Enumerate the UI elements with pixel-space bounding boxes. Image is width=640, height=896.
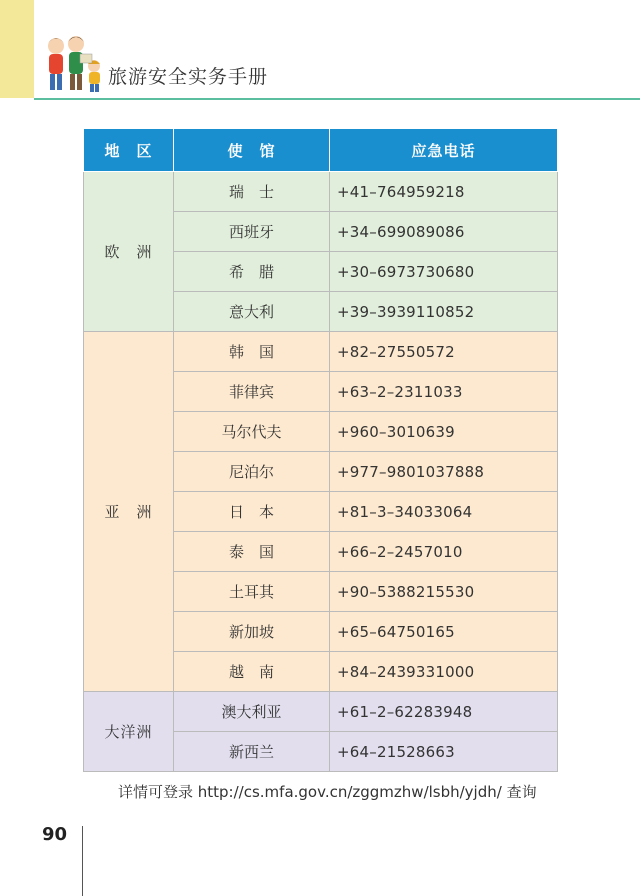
country-cell: 韩 国 bbox=[174, 332, 330, 372]
country-cell: 泰 国 bbox=[174, 532, 330, 572]
region-cell-oceania: 大洋洲 bbox=[84, 692, 174, 772]
col-header-phone: 应急电话 bbox=[330, 129, 558, 172]
country-cell: 新西兰 bbox=[174, 732, 330, 772]
phone-cell: +977–9801037888 bbox=[330, 452, 558, 492]
country-cell: 马尔代夫 bbox=[174, 412, 330, 452]
phone-cell: +65–64750165 bbox=[330, 612, 558, 652]
phone-cell: +82–27550572 bbox=[330, 332, 558, 372]
country-cell: 越 南 bbox=[174, 652, 330, 692]
col-header-region: 地 区 bbox=[84, 129, 174, 172]
embassy-phone-table bbox=[83, 128, 558, 772]
phone-cell: +34–699089086 bbox=[330, 212, 558, 252]
col-header-embassy: 使 馆 bbox=[174, 129, 330, 172]
table-row bbox=[84, 172, 558, 212]
phone-cell: +84–2439331000 bbox=[330, 652, 558, 692]
phone-cell: +39–3939110852 bbox=[330, 292, 558, 332]
country-cell: 意大利 bbox=[174, 292, 330, 332]
phone-cell: +66–2–2457010 bbox=[330, 532, 558, 572]
phone-cell: +41–764959218 bbox=[330, 172, 558, 212]
header-divider bbox=[34, 98, 640, 100]
phone-cell: +960–3010639 bbox=[330, 412, 558, 452]
phone-cell: +63–2–2311033 bbox=[330, 372, 558, 412]
table-row bbox=[84, 332, 558, 372]
country-cell: 土耳其 bbox=[174, 572, 330, 612]
top-color-strip bbox=[0, 0, 34, 98]
reference-note: 详情可登录 http://cs.mfa.gov.cn/zggmzhw/lsbh/yjdh/ 查询 bbox=[118, 783, 537, 801]
phone-cell: +64–21528663 bbox=[330, 732, 558, 772]
phone-cell: +81–3–34033064 bbox=[330, 492, 558, 532]
table-row bbox=[84, 692, 558, 732]
country-cell: 新加坡 bbox=[174, 612, 330, 652]
footer-divider bbox=[82, 826, 83, 896]
country-cell: 菲律宾 bbox=[174, 372, 330, 412]
phone-cell: +90–5388215530 bbox=[330, 572, 558, 612]
book-title: 旅游安全实务手册 bbox=[108, 66, 269, 88]
country-cell: 尼泊尔 bbox=[174, 452, 330, 492]
country-cell: 日 本 bbox=[174, 492, 330, 532]
phone-cell: +30–6973730680 bbox=[330, 252, 558, 292]
phone-cell: +61–2–62283948 bbox=[330, 692, 558, 732]
country-cell: 瑞 士 bbox=[174, 172, 330, 212]
page-number: 90 bbox=[42, 824, 68, 845]
country-cell: 希 腊 bbox=[174, 252, 330, 292]
table-header-row bbox=[84, 129, 558, 172]
region-cell-europe: 欧 洲 bbox=[84, 172, 174, 332]
family-travelers-illustration bbox=[40, 30, 106, 96]
region-cell-asia: 亚 洲 bbox=[84, 332, 174, 692]
country-cell: 澳大利亚 bbox=[174, 692, 330, 732]
country-cell: 西班牙 bbox=[174, 212, 330, 252]
